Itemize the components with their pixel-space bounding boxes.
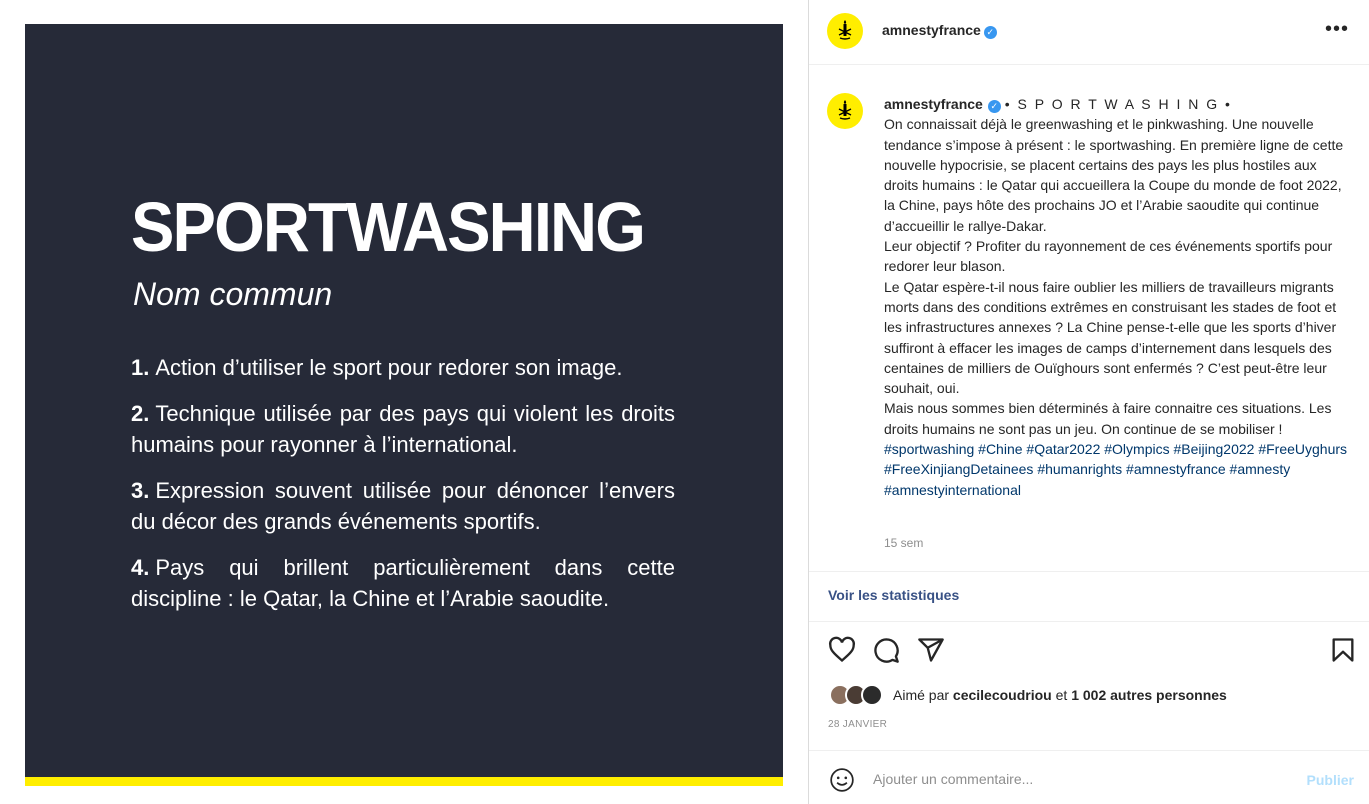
avatar[interactable] [861, 684, 883, 706]
caption-hashtags[interactable]: #sportwashing #Chine #Qatar2022 #Olympics #Beijing2022 #FreeUyghurs #FreeXinjiangDetainees #humanrights #amnestyfrance #amnesty #amnestyinternational [884, 441, 1348, 498]
post-time-ago[interactable]: 15 sem [884, 536, 924, 550]
liker-username[interactable]: cecilecoudriou [952, 687, 1052, 703]
username-text[interactable]: amnestyfrance [882, 22, 981, 38]
image-title: SPORTWASHING [131, 188, 644, 266]
definition-item [131, 352, 675, 383]
definition-text: Pays qui brillent particulièrement dans cette discipline : le Qatar, la Chine et l’Arabie saoudite. [131, 555, 675, 611]
definition-number: 2. [131, 401, 150, 426]
image-subtitle: Nom commun [133, 276, 333, 312]
more-horizontal-icon[interactable]: ••• [1324, 18, 1349, 40]
liker-avatars[interactable] [829, 684, 889, 708]
definition-number: 4. [131, 555, 150, 580]
candle-logo-icon [836, 100, 854, 122]
view-stats-link[interactable]: Voir les statistiques [828, 587, 960, 603]
likes-row [829, 684, 1359, 708]
caption-paragraph: On connaissait déjà le greenwashing et le pinkwashing. Une nouvelle tendance s’impose à présent : le sportwashing. En première ligne de cette nouvelle hypocrisie, se placent certains des pays les plus hostiles aux droits humains : le Qatar qui accueillera la Coupe du monde de foot 2022, la Chine, pays hôte des prochains JO et l’Arabie saoudite qui continue d’accueillir le rallye-Dakar. [884, 116, 1344, 234]
verified-badge-icon: ✓ [984, 26, 997, 39]
image-definitions [131, 352, 675, 629]
definition-number: 3. [131, 478, 150, 503]
post-date[interactable]: 28 JANVIER [828, 719, 888, 730]
publish-button[interactable]: Publier [1306, 772, 1354, 788]
share-icon[interactable] [917, 636, 945, 664]
post-details-pane [809, 0, 1369, 804]
avatar[interactable] [827, 93, 863, 129]
definition-text: Technique utilisée par des pays qui violent les droits humains pour rayonner à l’international. [131, 401, 675, 457]
candle-logo-icon [836, 20, 854, 42]
emoji-icon[interactable] [829, 767, 855, 793]
post-header [809, 0, 1369, 65]
caption-paragraph: Leur objectif ? Profiter du rayonnement de ces événements sportifs pour redorer leur blason. [884, 238, 1333, 275]
likes-prefix: Aimé par [893, 687, 953, 703]
post-caption [884, 94, 1354, 500]
avatar[interactable] [827, 13, 863, 49]
heart-icon[interactable] [828, 636, 856, 664]
definition-item [131, 552, 675, 614]
post-image[interactable] [25, 24, 783, 786]
caption-area [809, 66, 1369, 572]
caption-username[interactable]: amnestyfrance [884, 96, 983, 112]
bookmark-icon[interactable] [1329, 636, 1357, 664]
comment-input[interactable] [873, 767, 1273, 791]
action-bar [809, 632, 1369, 672]
caption-paragraph: Mais nous sommes bien déterminés à faire connaitre ces situations. Les droits humains ne sont pas un jeu. On continue de se mobiliser ! [884, 400, 1332, 437]
comment-icon[interactable] [872, 636, 900, 664]
definition-item [131, 475, 675, 537]
likes-middle: et [1051, 687, 1072, 703]
caption-tagline: • S P O R T W A S H I N G • [1004, 96, 1232, 112]
likes-count[interactable]: 1 002 autres personnes [1071, 687, 1227, 703]
comment-bar [809, 750, 1369, 804]
caption-paragraph: Le Qatar espère-t-il nous faire oublier les milliers de travailleurs migrants morts dans des conditions extrêmes en construisant les stades de foot et les infrastructures annexes ? La Chine pense-t-elle que les sports d’hiver suffiront à effacer les images de camps d’internement dans lesquels des centaines de milliers de Ouïghours sont enfermés ? C’est peut-être leur souhait, oui. [884, 278, 1337, 397]
header-username[interactable] [882, 22, 997, 39]
definition-text: Action d’utiliser le sport pour redorer son image. [155, 355, 623, 380]
likes-text [893, 687, 1227, 703]
accent-bar [25, 777, 783, 786]
verified-badge-icon: ✓ [988, 100, 1001, 113]
definition-item [131, 398, 675, 460]
definition-number: 1. [131, 355, 150, 380]
definition-text: Expression souvent utilisée pour dénoncer l’envers du décor des grands événements sportifs. [131, 478, 675, 534]
